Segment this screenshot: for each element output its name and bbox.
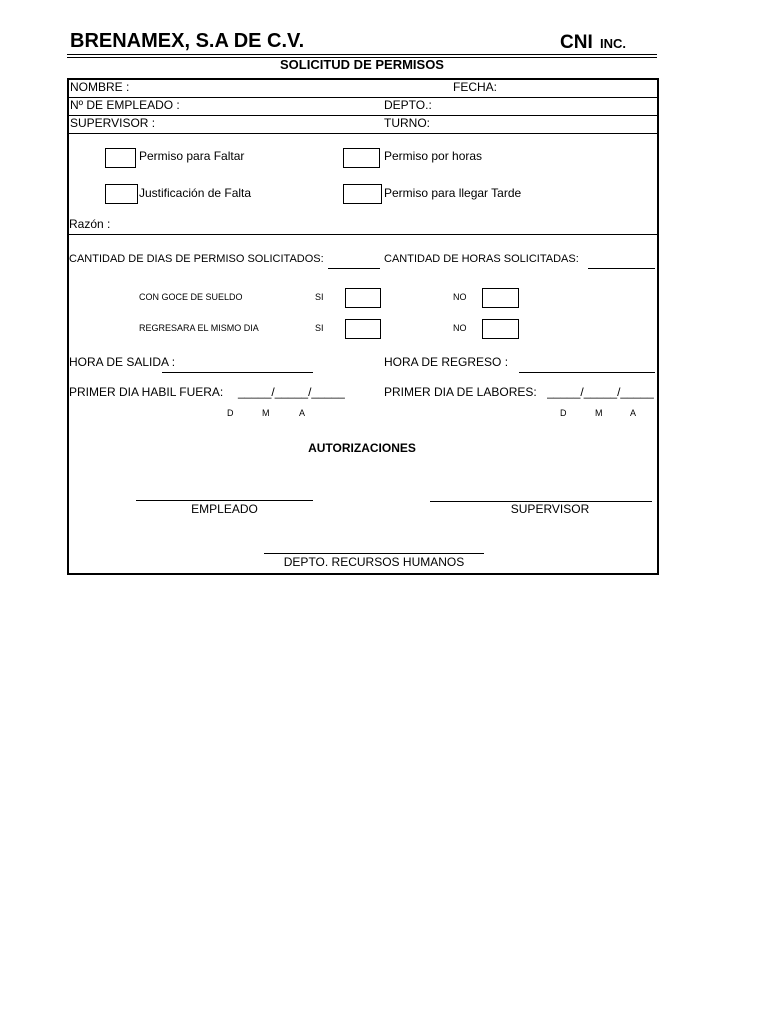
hora-salida-line[interactable] <box>162 372 313 373</box>
turno-label: TURNO: <box>384 116 430 130</box>
regresara-si-checkbox[interactable] <box>345 319 381 339</box>
habil-d-label: D <box>227 408 234 418</box>
justificacion-checkbox[interactable] <box>105 184 138 204</box>
labores-m-label: M <box>595 408 603 418</box>
habil-a-label: A <box>299 408 306 418</box>
company-right-suffix: INC. <box>600 36 627 51</box>
empleado-signature-label: EMPLEADO <box>191 502 258 516</box>
justificacion-label: Justificación de Falta <box>139 186 252 200</box>
company-right <box>560 32 626 54</box>
nombre-label: NOMBRE : <box>70 80 130 94</box>
empleado-signature-line[interactable] <box>136 500 313 501</box>
primer-dia-habil-label: PRIMER DIA HABIL FUERA: <box>69 385 224 399</box>
supervisor-signature-label: SUPERVISOR <box>510 502 590 516</box>
hora-regreso-label: HORA DE REGRESO : <box>384 355 509 369</box>
goce-no-label: NO <box>453 292 467 302</box>
por-horas-label: Permiso por horas <box>384 149 483 163</box>
company-right-name: CNI <box>560 32 593 53</box>
autorizaciones-heading: AUTORIZACIONES <box>308 441 416 455</box>
llegar-tarde-checkbox[interactable] <box>343 184 382 204</box>
primer-dia-labores-blank[interactable]: _____/_____/_____ <box>547 385 654 399</box>
hora-regreso-line[interactable] <box>519 372 655 373</box>
razon-label: Razón : <box>69 217 111 231</box>
faltar-checkbox[interactable] <box>105 148 136 168</box>
primer-dia-habil-blank[interactable]: _____/_____/_____ <box>238 385 345 399</box>
habil-m-label: M <box>262 408 270 418</box>
goce-label: CON GOCE DE SUELDO <box>139 292 243 302</box>
supervisor-label: SUPERVISOR : <box>70 116 156 130</box>
goce-si-checkbox[interactable] <box>345 288 381 308</box>
depto-label: DEPTO.: <box>384 98 432 112</box>
por-horas-checkbox[interactable] <box>343 148 380 168</box>
fecha-label: FECHA: <box>453 80 498 94</box>
employee-number-label: Nº DE EMPLEADO : <box>70 98 180 112</box>
primer-dia-labores-label: PRIMER DIA DE LABORES: <box>384 385 537 399</box>
goce-si-label: SI <box>315 292 324 302</box>
horas-solicitadas-line[interactable] <box>588 268 655 269</box>
labores-d-label: D <box>560 408 567 418</box>
row-divider-2 <box>67 115 657 116</box>
regresara-no-label: NO <box>453 323 467 333</box>
row-divider-4 <box>67 234 657 235</box>
dias-solicitados-label: CANTIDAD DE DIAS DE PERMISO SOLICITADOS: <box>69 253 324 265</box>
regresara-label: REGRESARA EL MISMO DIA <box>139 323 259 333</box>
regresara-si-label: SI <box>315 323 324 333</box>
company-name: BRENAMEX, S.A DE C.V. <box>70 30 305 52</box>
row-divider-3 <box>67 133 657 134</box>
llegar-tarde-label: Permiso para llegar Tarde <box>384 186 522 200</box>
hora-salida-label: HORA DE SALIDA : <box>69 355 176 369</box>
header-rule-top <box>67 54 657 55</box>
horas-solicitadas-label: CANTIDAD DE HORAS SOLICITADAS: <box>384 253 579 265</box>
goce-no-checkbox[interactable] <box>482 288 519 308</box>
form-title: SOLICITUD DE PERMISOS <box>280 57 444 72</box>
regresara-no-checkbox[interactable] <box>482 319 519 339</box>
dias-solicitados-line[interactable] <box>328 268 380 269</box>
rrhh-signature-label: DEPTO. RECURSOS HUMANOS <box>283 555 465 569</box>
faltar-label: Permiso para Faltar <box>139 149 245 163</box>
labores-a-label: A <box>630 408 637 418</box>
rrhh-signature-line[interactable] <box>264 553 484 554</box>
